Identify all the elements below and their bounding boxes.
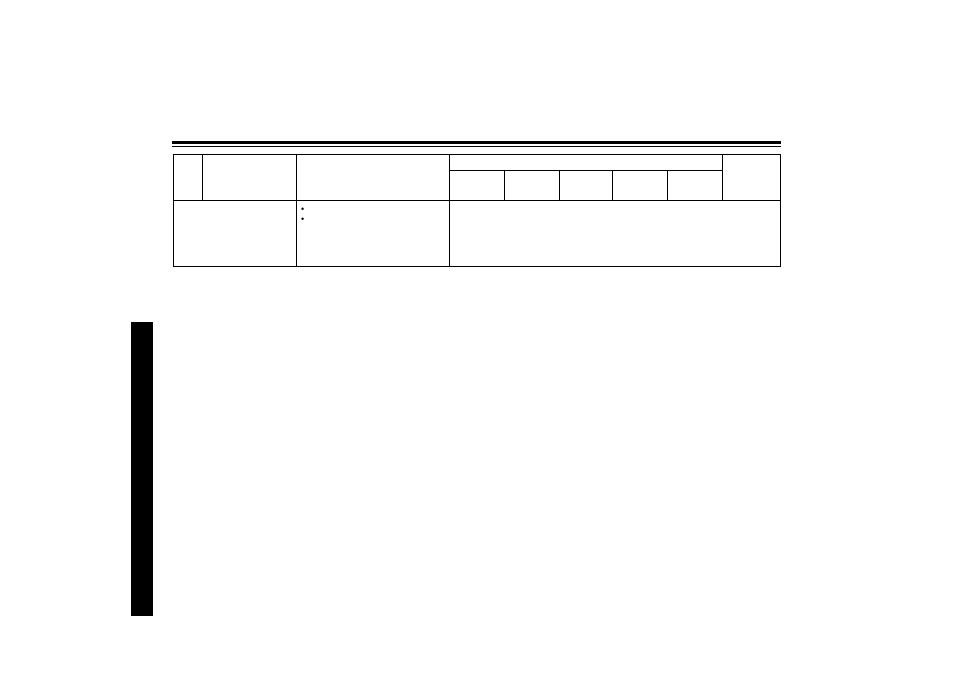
title-rule-thick [172,141,781,144]
title-rule-thin [172,146,781,147]
header-km-5 [668,171,723,201]
header-action [297,155,450,201]
row-star [194,201,203,267]
header-item [203,155,297,201]
header-nr [174,155,203,201]
action-list [301,204,446,224]
row-number [174,201,194,267]
header-annual [723,155,781,201]
action-cell [297,201,450,267]
header-km-2 [505,171,560,201]
table-row [174,201,781,267]
row-item [203,201,297,267]
header-odometer [450,155,723,171]
header-km-1 [450,171,505,201]
maintenance-table [173,154,781,267]
action-item [301,214,446,224]
chapter-tab [131,322,153,616]
header-km-4 [613,171,668,201]
action-item [301,204,446,214]
header-km-3 [560,171,613,201]
interval-text [450,201,781,267]
